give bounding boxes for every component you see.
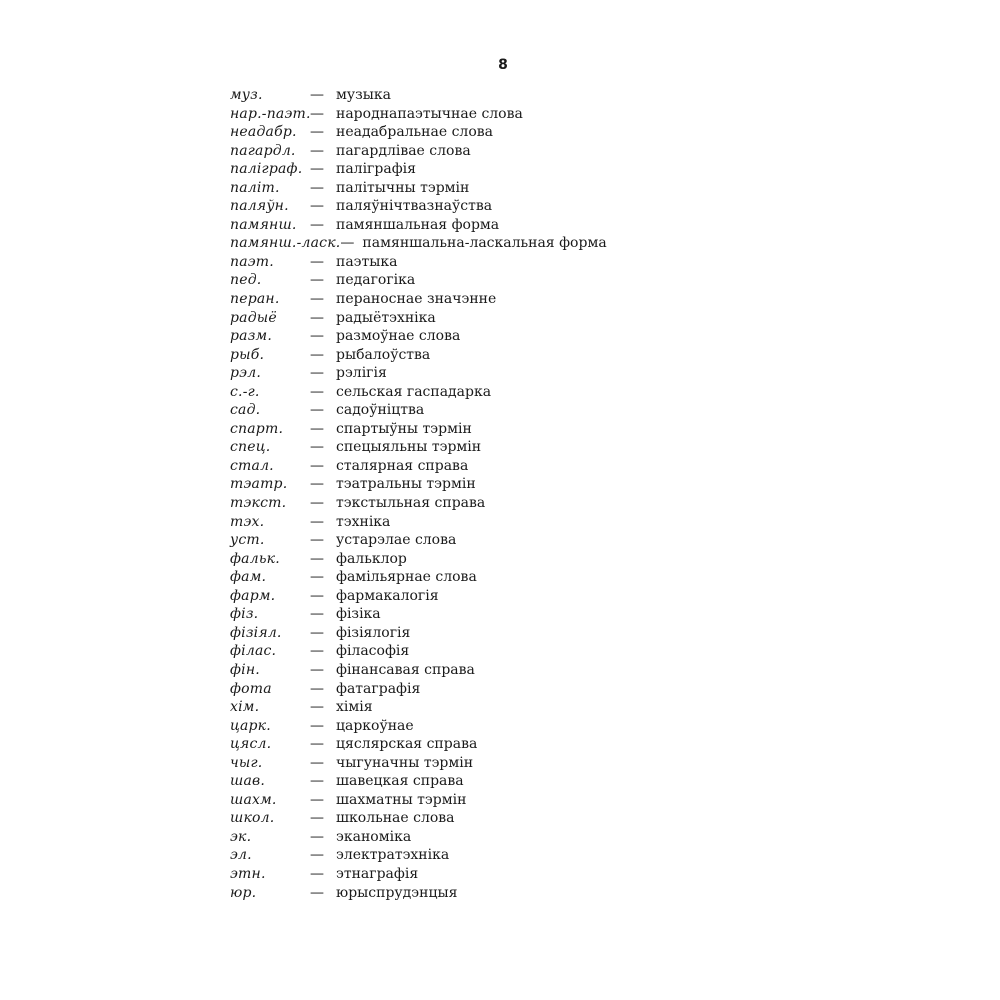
abbreviation: фіз. [230,606,259,623]
abbreviation-meaning: неадабральнае слова [336,124,493,141]
abbreviation-entry [230,327,750,346]
abbreviation: рэл. [230,365,261,382]
abbreviation-meaning: паэтыка [336,253,398,270]
abbreviation: тэкст. [230,495,287,512]
dash: — [310,754,324,771]
abbreviation: школ. [230,810,275,827]
abbreviation-entry [230,735,750,754]
abbreviation: шав. [230,773,266,790]
dash: — [310,624,324,641]
abbreviation-meaning: шахматны тэрмін [336,791,467,808]
dash: — [310,216,324,233]
abbreviation-meaning: этнаграфія [336,865,419,882]
abbreviation-entry [230,513,750,532]
abbreviation-entry [230,346,750,365]
abbreviation: паляўн. [230,198,289,215]
abbreviation: стал. [230,457,274,474]
abbreviation: эк. [230,828,252,845]
abbreviation-entry [230,550,750,569]
abbreviation-entry [230,828,750,847]
dash: — [310,606,324,623]
abbreviation-list [230,86,750,902]
dash: — [310,291,324,308]
dash: — [310,884,324,901]
abbreviation: этн. [230,865,266,882]
abbreviation-meaning: народнапаэтычнае слова [336,105,523,122]
dash: — [310,253,324,270]
abbreviation-meaning: фармакалогія [336,587,439,604]
dash: — [340,235,355,252]
abbreviation-entry [230,809,750,828]
dash: — [310,402,324,419]
dash: — [310,328,324,345]
abbreviation-entry [230,234,750,253]
abbreviation-meaning: размоўнае слова [336,328,461,345]
abbreviation-meaning: цяслярская справа [336,736,478,753]
abbreviation-entry [230,865,750,884]
abbreviation-meaning: школьнае слова [336,810,455,827]
abbreviation-entry [230,216,750,235]
dash: — [310,810,324,827]
abbreviation-meaning: фінансавая справа [336,661,475,678]
abbreviation-entry [230,438,750,457]
abbreviation: юр. [230,884,257,901]
abbreviation-meaning: спартыўны тэрмін [336,420,472,437]
abbreviation-meaning: палітычны тэрмін [336,179,470,196]
abbreviation-entry [230,531,750,550]
abbreviation-meaning: чыгуначны тэрмін [336,754,474,771]
abbreviation-meaning: электратэхніка [336,847,450,864]
abbreviation-meaning: сельская гаспадарка [336,383,492,400]
abbreviation: чыг. [230,754,263,771]
dash: — [310,272,324,289]
abbreviation-meaning: рэлігія [336,365,387,382]
abbreviation: эл. [230,847,252,864]
abbreviation-entry [230,401,750,420]
abbreviation-entry [230,754,750,773]
dash: — [310,717,324,734]
abbreviation-meaning: фатаграфія [336,680,421,697]
abbreviation: паліт. [230,179,280,196]
abbreviation-meaning: юрыспрудэнцыя [336,884,458,901]
abbreviation: радыё [230,309,277,326]
abbreviation-meaning: музыка [336,87,392,103]
abbreviation-meaning: паляўнічтвазнаўства [336,198,493,215]
abbreviation-meaning: царкоўнае [336,717,414,734]
dash: — [310,105,324,122]
abbreviation: тэх. [230,513,265,530]
abbreviation-meaning: паліграфія [336,161,416,178]
abbreviation: фін. [230,661,260,678]
abbreviation-meaning: пагардлівае слова [336,142,471,159]
dash: — [310,661,324,678]
abbreviation-meaning: тэкстыльная справа [336,495,486,512]
abbreviation-meaning: памяншальная форма [336,216,500,233]
abbreviation-entry [230,420,750,439]
abbreviation-meaning: сталярная справа [336,457,469,474]
abbreviation-entry [230,290,750,309]
dash: — [310,587,324,604]
abbreviation-entry [230,271,750,290]
dash: — [310,161,324,178]
abbreviation: фам. [230,569,267,586]
abbreviation-entry [230,791,750,810]
dash: — [310,532,324,549]
abbreviation-entry [230,475,750,494]
abbreviation-entry [230,197,750,216]
abbreviation: філас. [230,643,277,660]
dash: — [310,439,324,456]
dash: — [310,791,324,808]
abbreviation-entry [230,587,750,606]
abbreviation: пед. [230,272,262,289]
abbreviation-meaning: устарэлае слова [336,532,457,549]
abbreviation-entry [230,568,750,587]
abbreviation-entry [230,605,750,624]
dash: — [310,569,324,586]
abbreviation: разм. [230,328,273,345]
abbreviation-meaning: пераноснае значэнне [336,291,497,308]
abbreviation: фота [230,680,272,697]
abbreviation-meaning: садоўніцтва [336,402,425,419]
abbreviation-entry [230,717,750,736]
abbreviation-meaning: педагогіка [336,272,416,289]
abbreviation-entry [230,680,750,699]
abbreviation-entry [230,772,750,791]
dash: — [310,736,324,753]
dash: — [310,87,324,103]
abbreviation: пагардл. [230,142,296,159]
dash: — [310,309,324,326]
abbreviation-entry [230,383,750,402]
abbreviation: шахм. [230,791,277,808]
abbreviation: рыб. [230,346,265,363]
abbreviation-entry [230,457,750,476]
abbreviation: памянш.-ласк. [230,235,341,252]
abbreviation-meaning: рыбалоўства [336,346,431,363]
abbreviation-entry [230,179,750,198]
abbreviation-entry [230,846,750,865]
dash: — [310,383,324,400]
abbreviation-entry [230,86,750,105]
abbreviation-meaning: фізіка [336,606,381,623]
abbreviation: тэатр. [230,476,288,493]
abbreviation-meaning: фамільярнае слова [336,569,477,586]
abbreviation: нар.-паэт. [230,105,311,122]
abbreviation-meaning: памяншальна-ласкальная форма [362,235,607,252]
abbreviation-entry [230,661,750,680]
dash: — [310,365,324,382]
abbreviation: с.-г. [230,383,260,400]
dash: — [310,680,324,697]
abbreviation-meaning: тэхніка [336,513,391,530]
abbreviation: хім. [230,699,260,716]
abbreviation-entry [230,253,750,272]
dash: — [310,179,324,196]
dash: — [310,495,324,512]
dash: — [310,773,324,790]
dash: — [310,476,324,493]
abbreviation-entry [230,494,750,513]
dash: — [310,124,324,141]
abbreviation-meaning: эканоміка [336,828,412,845]
abbreviation-entry [230,160,750,179]
abbreviation: спарт. [230,420,284,437]
abbreviation-entry [230,123,750,142]
abbreviation-entry [230,364,750,383]
abbreviation: памянш. [230,216,297,233]
abbreviation: паэт. [230,253,274,270]
abbreviation: перан. [230,291,280,308]
abbreviation-entry [230,142,750,161]
abbreviation-meaning: спецыяльны тэрмін [336,439,482,456]
abbreviation-meaning: шавецкая справа [336,773,464,790]
abbreviation-meaning: радыётэхніка [336,309,436,326]
abbreviation-entry [230,642,750,661]
dash: — [310,847,324,864]
dash: — [310,865,324,882]
abbreviation: спец. [230,439,271,456]
dash: — [310,643,324,660]
abbreviation: фальк. [230,550,280,567]
dash: — [310,457,324,474]
abbreviation-meaning: філасофія [336,643,410,660]
dash: — [310,513,324,530]
abbreviation: уст. [230,532,265,549]
abbreviation-entry [230,884,750,903]
dash: — [310,550,324,567]
abbreviation: царк. [230,717,271,734]
abbreviation-meaning: фальклор [336,550,407,567]
abbreviation-meaning: хімія [336,699,373,716]
abbreviation: муз. [230,87,263,103]
abbreviation-entry [230,309,750,328]
abbreviation-entry [230,624,750,643]
abbreviation-meaning: тэатральны тэрмін [336,476,476,493]
abbreviation-entry [230,105,750,124]
dash: — [310,699,324,716]
abbreviation: фарм. [230,587,276,604]
dash: — [310,142,324,159]
abbreviation: фізіял. [230,624,282,641]
abbreviation-entry [230,698,750,717]
abbreviation: цясл. [230,736,272,753]
abbreviation: сад. [230,402,261,419]
dash: — [310,828,324,845]
abbreviation: неадабр. [230,124,297,141]
dash: — [310,198,324,215]
dash: — [310,346,324,363]
abbreviation-meaning: фізіялогія [336,624,411,641]
page-number: 8 [498,57,508,73]
abbreviation: паліграф. [230,161,303,178]
dash: — [310,420,324,437]
